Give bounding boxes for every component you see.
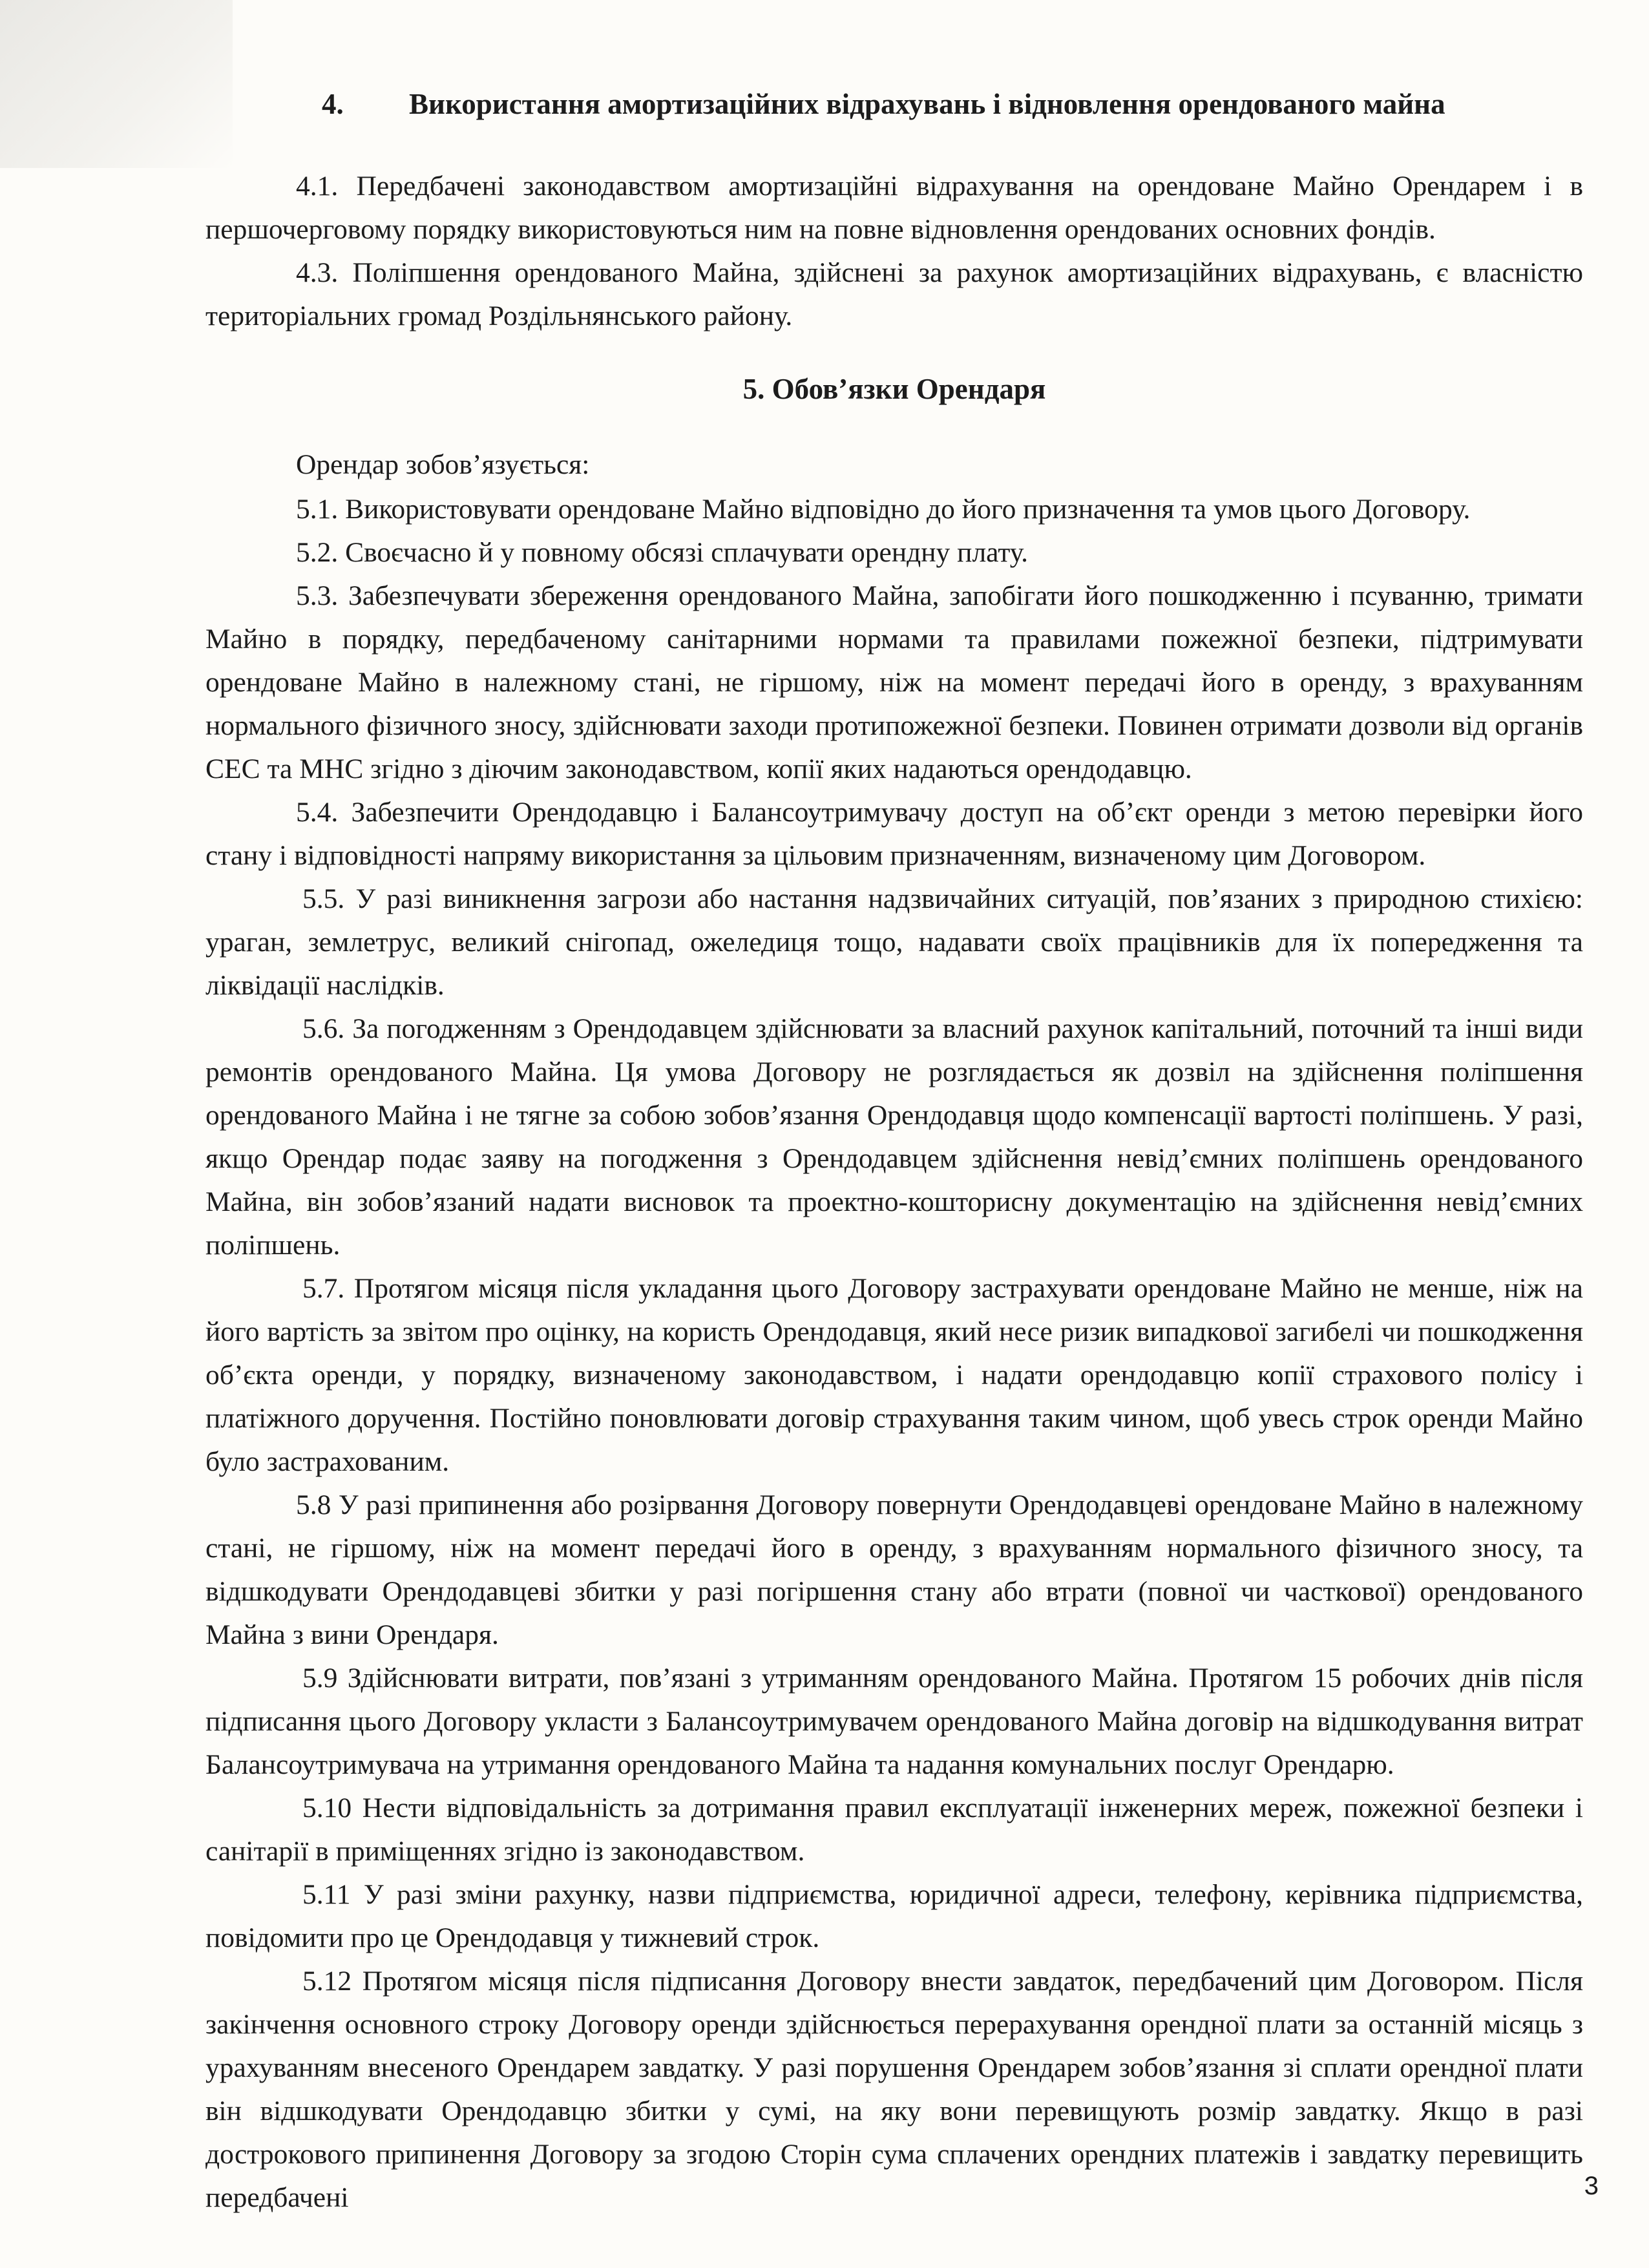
clause-5-3: 5.3. Забезпечувати збереження орендованого Майна, запобігати його пошкодженню і псуванню, тримати Майно в порядку, передбаченому санітарними нормами та правилами пожежної безпеки, підтримувати орендоване Майно в належному стані, не гіршому, ніж на момент передачі його в оренду, з врахуванням нормального фізичного зносу, здійснювати заходи протипожежної безпеки. Повинен отримати дозволи від органів СЕС та МНС згідно з діючим законодавством, копії яких надаються орендодавцю. [205, 580, 1583, 784]
section-4-heading [205, 83, 1583, 126]
section-4-title: Використання амортизаційних відрахувань і відновлення орендованого майна [409, 88, 1445, 120]
scan-corner-shadow [0, 0, 233, 168]
section-5-heading: 5. Обов’язки Орендаря [742, 373, 1046, 405]
clause-5-12: 5.12 Протягом місяця після підписання Договору внести завдаток, передбачений цим Договором. Після закінчення основного строку Договору оренди здійснюється перерахування орендної плати за останній місяць з урахуванням внесеного Орендарем завдатку. У разі порушення Орендарем зобов’язання зі сплати орендної плати він відшкодувати Орендодавцю збитки у сумі, на яку вони перевищують розмір завдатку. Якщо в разі дострокового припинення Договору за згодою Сторін сума сплачених орендних платежів і завдатку перевищить передбачені [205, 1966, 1583, 2213]
clause-5-6: 5.6. За погодженням з Орендодавцем здійснювати за власний рахунок капітальний, поточний та інші види ремонтів орендованого Майна. Ця умова Договору не розглядається як дозвіл на здійснення поліпшення орендованого Майна і не тягне за собою зобов’язання Орендодавця щодо компенсації вартості поліпшень. У разі, якщо Орендар подає заяву на погодження з Орендодавцем здійснення невід’ємних поліпшень орендованого Майна, він зобов’язаний надати висновок та проектно-кошторисну документацію на здійснення невід’ємних поліпшень. [205, 1013, 1583, 1261]
clause-5-2: 5.2. Своєчасно й у повному обсязі сплачувати орендну плату. [296, 537, 1029, 568]
clause-5-11: 5.11 У разі зміни рахунку, назви підприємства, юридичної адреси, телефону, керівника підприємства, повідомити про це Орендодавця у тижневий строк. [205, 1879, 1583, 1953]
document-page [205, 83, 1583, 2220]
clause-5-1: 5.1. Використовувати орендоване Майно відповідно до його призначення та умов цього Договору. [296, 494, 1471, 525]
section-5-intro: Орендар зобов’язується: [296, 449, 590, 480]
clause-5-7: 5.7. Протягом місяця після укладання цього Договору застрахувати орендоване Майно не менше, ніж на його вартість за звітом про оцінку, на користь Орендодавця, який несе ризик випадкової загибелі чи пошкодження об’єкта оренди, у порядку, визначеному законодавством, і надати орендодавцю копії страхового полісу і платіжного доручення. Постійно поновлювати договір страхування таким чином, щоб увесь строк оренди Майно було застрахованим. [205, 1273, 1583, 1477]
page-number: 3 [1584, 2172, 1599, 2200]
clause-5-10: 5.10 Нести відповідальність за дотримання правил експлуатації інженерних мереж, пожежної безпеки і санітарії в приміщеннях згідно із законодавством. [205, 1792, 1583, 1867]
clause-5-5: 5.5. У разі виникнення загрози або настання надзвичайних ситуацій, пов’язаних з природною стихією: ураган, землетрус, великий снігопад, ожеледиця тощо, надавати своїх працівників для їх попередження та ліквідації наслідків. [205, 883, 1583, 1001]
section-4-number: 4. [322, 88, 344, 120]
clause-5-9: 5.9 Здійснювати витрати, пов’язані з утриманням орендованого Майна. Протягом 15 робочих днів після підписання цього Договору укласти з Балансоутримувачем орендованого Майна договір на відшкодування витрат Балансоутримувача на утримання орендованого Майна та надання комунальних послуг Орендарю. [205, 1663, 1583, 1780]
clause-5-4: 5.4. Забезпечити Орендодавцю і Балансоутримувачу доступ на об’єкт оренди з метою перевірки його стану і відповідності напряму використання за цільовим призначенням, визначеному цим Договором. [205, 797, 1583, 871]
clause-5-8: 5.8 У разі припинення або розірвання Договору повернути Орендодавцеві орендоване Майно в належному стані, не гіршому, ніж на момент передачі його в оренду, з врахуванням нормального фізичного зносу, та відшкодувати Орендодавцеві збитки у разі погіршення стану або втрати (повної чи часткової) орендованого Майна з вини Орендаря. [205, 1489, 1583, 1650]
clause-4-3: 4.3. Поліпшення орендованого Майна, здійснені за рахунок амортизаційних відрахувань, є власністю територіальних громад Роздільнянського району. [205, 257, 1583, 331]
clause-4-1: 4.1. Передбачені законодавством амортизаційні відрахування на орендоване Майно Орендарем і в першочерговому порядку використовуються ним на повне відновлення орендованих основних фондів. [205, 171, 1583, 245]
